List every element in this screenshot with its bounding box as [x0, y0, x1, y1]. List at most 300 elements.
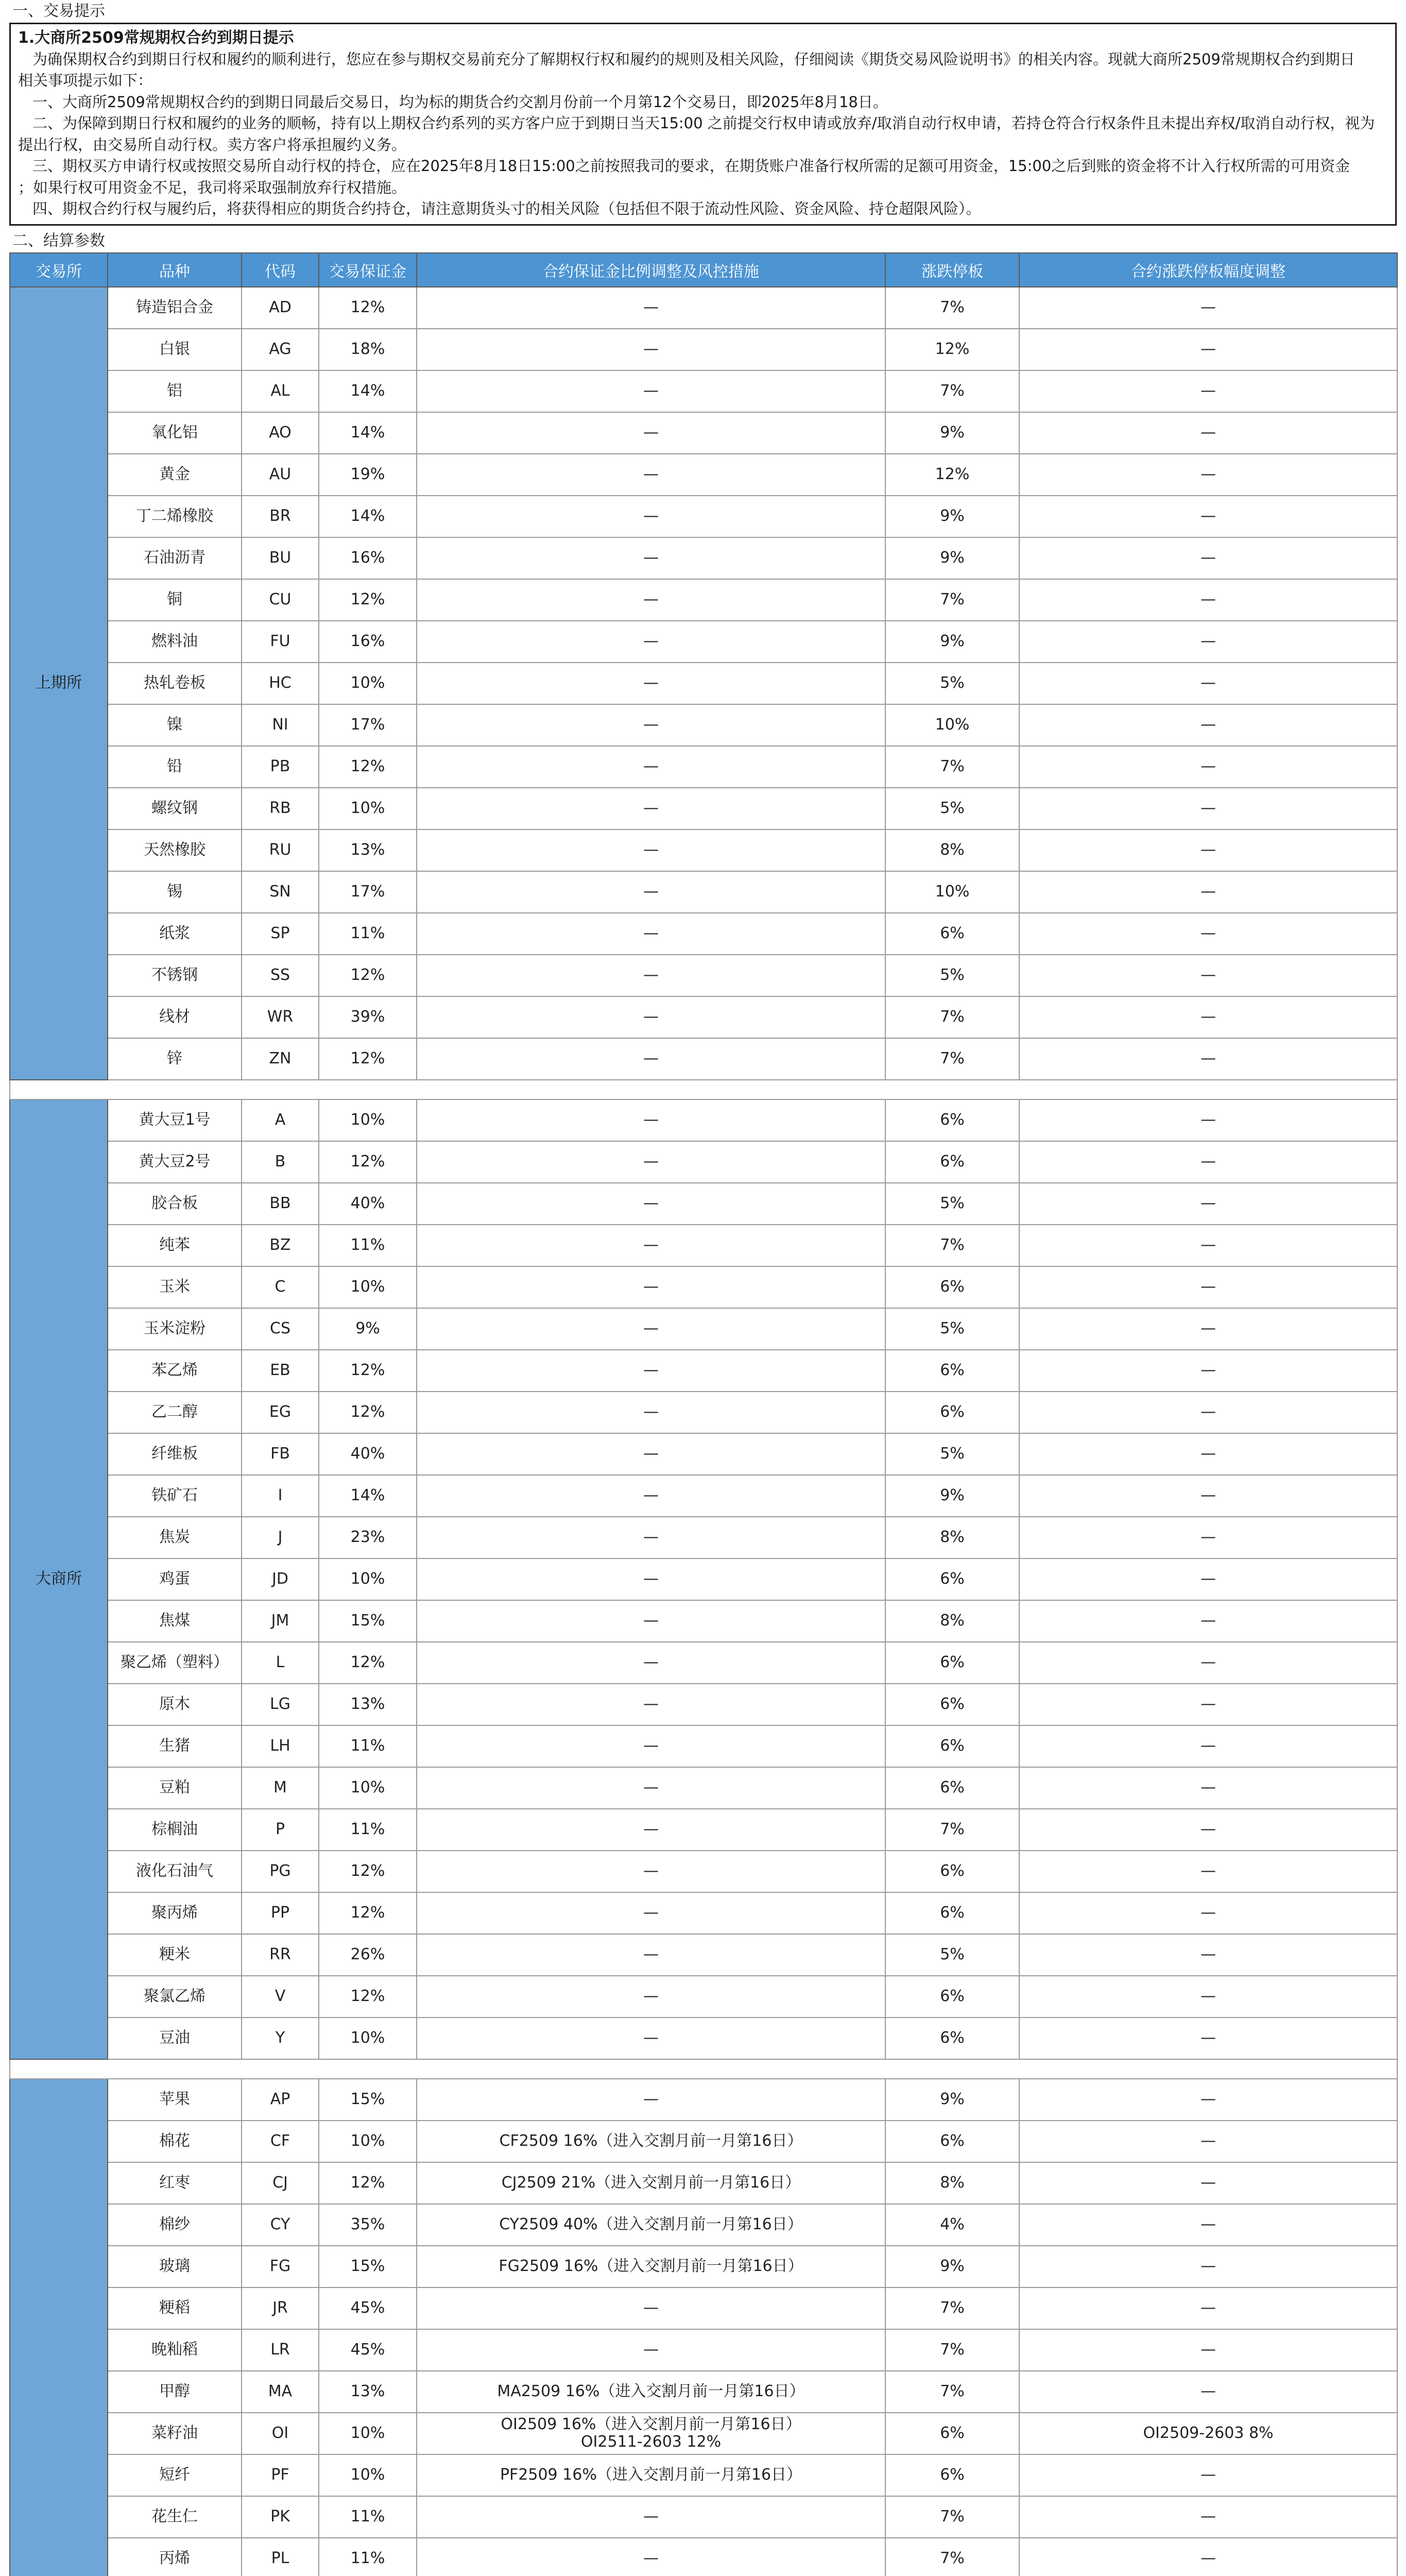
limit-adjustment: — — [1019, 1266, 1397, 1308]
price-limit: 5% — [885, 1308, 1019, 1350]
table-row — [10, 913, 1397, 955]
price-limit: 7% — [885, 996, 1019, 1038]
product-name: 乙二醇 — [108, 1392, 242, 1433]
price-limit: 7% — [885, 1809, 1019, 1851]
product-name: 菜籽油 — [108, 2413, 242, 2454]
product-name: 苯乙烯 — [108, 1350, 242, 1392]
price-limit: 7% — [885, 1225, 1019, 1266]
product-name: 热轧卷板 — [108, 663, 242, 704]
table-row — [10, 1266, 1397, 1308]
table-row — [10, 996, 1397, 1038]
product-name: 鸡蛋 — [108, 1558, 242, 1600]
table-row — [10, 1558, 1397, 1600]
header-margin: 交易保证金 — [319, 253, 417, 287]
contract-code: WR — [242, 996, 319, 1038]
product-name: 玉米 — [108, 1266, 242, 1308]
table-row — [10, 871, 1397, 913]
margin-adjustment: — — [417, 537, 885, 579]
product-name: 燃料油 — [108, 621, 242, 663]
table-row — [10, 1350, 1397, 1392]
limit-adjustment: — — [1019, 2538, 1397, 2576]
contract-code: EG — [242, 1392, 319, 1433]
limit-adjustment: — — [1019, 1851, 1397, 1892]
trading-margin: 13% — [319, 1684, 417, 1725]
price-limit: 6% — [885, 1892, 1019, 1934]
table-row — [10, 1433, 1397, 1475]
contract-code: B — [242, 1141, 319, 1183]
product-name: 铁矿石 — [108, 1475, 242, 1517]
notice-line: 相关事项提示如下： — [18, 72, 153, 89]
limit-adjustment: — — [1019, 1558, 1397, 1600]
price-limit: 6% — [885, 1642, 1019, 1684]
margin-adjustment: — — [417, 1433, 885, 1475]
price-limit: 9% — [885, 537, 1019, 579]
table-row — [10, 2162, 1397, 2204]
price-limit: 6% — [885, 1558, 1019, 1600]
separator-cell — [10, 1080, 1397, 1099]
limit-adjustment: — — [1019, 1038, 1397, 1080]
limit-adjustment: — — [1019, 1392, 1397, 1433]
contract-code: AU — [242, 454, 319, 496]
product-name: 镍 — [108, 704, 242, 746]
product-name: 黄大豆2号 — [108, 1141, 242, 1183]
section-trading-tips-title: 一、交易提示 — [12, 2, 105, 20]
product-name: 天然橡胶 — [108, 829, 242, 871]
margin-adjustment: FG2509 16%（进入交割月前一月第16日） — [417, 2246, 885, 2287]
limit-adjustment: — — [1019, 621, 1397, 663]
contract-code: PB — [242, 746, 319, 788]
trading-margin: 40% — [319, 1183, 417, 1225]
margin-adjustment: — — [417, 1934, 885, 1976]
limit-adjustment: — — [1019, 1600, 1397, 1642]
limit-adjustment: — — [1019, 287, 1397, 329]
notice-line: 四、期权合约行权与履约后，将获得相应的期货合约持仓，请注意期货头寸的相关风险（包括但不限于流动性风险、资金风险、持仓超限风险）。 — [32, 200, 981, 217]
table-row — [10, 1976, 1397, 2018]
product-name: 玻璃 — [108, 2246, 242, 2287]
contract-code: CF — [242, 2121, 319, 2162]
limit-adjustment: — — [1019, 1767, 1397, 1809]
product-name: 红枣 — [108, 2162, 242, 2204]
limit-adjustment: — — [1019, 1350, 1397, 1392]
price-limit: 7% — [885, 370, 1019, 412]
price-limit: 7% — [885, 2538, 1019, 2576]
price-limit: 12% — [885, 329, 1019, 370]
price-limit: 6% — [885, 913, 1019, 955]
product-name: 花生仁 — [108, 2496, 242, 2538]
trading-margin: 12% — [319, 1851, 417, 1892]
trading-margin: 26% — [319, 1934, 417, 1976]
product-name: 丁二烯橡胶 — [108, 496, 242, 537]
trading-margin: 10% — [319, 2413, 417, 2454]
trading-margin: 9% — [319, 1308, 417, 1350]
table-header-row — [10, 253, 1397, 287]
product-name: 纯苯 — [108, 1225, 242, 1266]
trading-margin: 10% — [319, 788, 417, 829]
trading-margin: 10% — [319, 1767, 417, 1809]
table-row — [10, 621, 1397, 663]
notice-line: 二、为保障到期日行权和履约的业务的顺畅，持有以上期权合约系列的买方客户应于到期日当天15:00 之前提交行权申请或放弃/取消自动行权申请，若持仓符合行权条件且未提出弃权/取消自动行权，视为 — [32, 114, 1375, 132]
product-name: 豆粕 — [108, 1767, 242, 1809]
product-name: 锡 — [108, 871, 242, 913]
price-limit: 8% — [885, 1600, 1019, 1642]
section-settlement-title: 二、结算参数 — [12, 231, 105, 250]
contract-code: JR — [242, 2287, 319, 2329]
contract-code: Y — [242, 2018, 319, 2059]
margin-adjustment: — — [417, 2079, 885, 2121]
trading-margin: 14% — [319, 496, 417, 537]
contract-code: BZ — [242, 1225, 319, 1266]
table-row — [10, 370, 1397, 412]
product-name: 铅 — [108, 746, 242, 788]
table-row — [10, 955, 1397, 996]
table-row — [10, 1642, 1397, 1684]
limit-adjustment: — — [1019, 2121, 1397, 2162]
contract-code: JD — [242, 1558, 319, 1600]
margin-adjustment: — — [417, 2496, 885, 2538]
limit-adjustment: — — [1019, 496, 1397, 537]
product-name: 铝 — [108, 370, 242, 412]
table-row — [10, 1475, 1397, 1517]
product-name: 棉纱 — [108, 2204, 242, 2246]
limit-adjustment: — — [1019, 1141, 1397, 1183]
product-name: 粳稻 — [108, 2287, 242, 2329]
notice-title: 1.大商所2509常规期权合约到期日提示 — [18, 29, 294, 47]
limit-adjustment: — — [1019, 579, 1397, 621]
trading-margin: 14% — [319, 1475, 417, 1517]
limit-adjustment: — — [1019, 2162, 1397, 2204]
margin-adjustment: — — [417, 1892, 885, 1934]
trading-margin: 39% — [319, 996, 417, 1038]
limit-adjustment: — — [1019, 955, 1397, 996]
price-limit: 6% — [885, 1976, 1019, 2018]
trading-margin: 11% — [319, 1725, 417, 1767]
price-limit: 7% — [885, 746, 1019, 788]
price-limit: 7% — [885, 2371, 1019, 2413]
margin-adjustment: — — [417, 1809, 885, 1851]
contract-code: RR — [242, 1934, 319, 1976]
product-name: 苹果 — [108, 2079, 242, 2121]
table-row — [10, 1684, 1397, 1725]
table-row — [10, 579, 1397, 621]
table-row — [10, 454, 1397, 496]
contract-code: L — [242, 1642, 319, 1684]
table-row — [10, 2329, 1397, 2371]
table-body — [10, 287, 1397, 2576]
price-limit: 9% — [885, 2246, 1019, 2287]
table-row — [10, 1892, 1397, 1934]
contract-code: FB — [242, 1433, 319, 1475]
contract-code: PG — [242, 1851, 319, 1892]
margin-adjustment: — — [417, 1976, 885, 2018]
contract-code: P — [242, 1809, 319, 1851]
price-limit: 7% — [885, 579, 1019, 621]
price-limit: 5% — [885, 1183, 1019, 1225]
product-name: 玉米淀粉 — [108, 1308, 242, 1350]
product-name: 晚籼稻 — [108, 2329, 242, 2371]
notice-line: 三、期权买方申请行权或按照交易所自动行权的持仓，应在2025年8月18日15:00之前按照我司的要求，在期货账户准备行权所需的足额可用资金，15:00之后到账的资金将不计入行权所需的可用资金 — [32, 157, 1350, 175]
margin-adjustment: — — [417, 370, 885, 412]
contract-code: AO — [242, 412, 319, 454]
margin-adjustment: — — [417, 1517, 885, 1558]
margin-adjustment: — — [417, 704, 885, 746]
product-name: 黄大豆1号 — [108, 1099, 242, 1141]
header-price-limit: 涨跌停板 — [885, 253, 1019, 287]
product-name: 铸造铝合金 — [108, 287, 242, 329]
limit-adjustment: OI2509-2603 8% — [1019, 2413, 1397, 2454]
limit-adjustment: — — [1019, 2018, 1397, 2059]
trading-margin: 12% — [319, 1892, 417, 1934]
contract-code: PF — [242, 2454, 319, 2496]
margin-adjustment: — — [417, 579, 885, 621]
trading-margin: 11% — [319, 1809, 417, 1851]
contract-code: LR — [242, 2329, 319, 2371]
table-row — [10, 1934, 1397, 1976]
limit-adjustment: — — [1019, 1308, 1397, 1350]
trading-margin: 17% — [319, 871, 417, 913]
limit-adjustment: — — [1019, 1642, 1397, 1684]
price-limit: 6% — [885, 1851, 1019, 1892]
price-limit: 6% — [885, 1350, 1019, 1392]
price-limit: 5% — [885, 788, 1019, 829]
margin-adjustment: — — [417, 2018, 885, 2059]
product-name: 胶合板 — [108, 1183, 242, 1225]
contract-code: BU — [242, 537, 319, 579]
limit-adjustment: — — [1019, 996, 1397, 1038]
margin-adjustment: MA2509 16%（进入交割月前一月第16日） — [417, 2371, 885, 2413]
table-row — [10, 537, 1397, 579]
limit-adjustment: — — [1019, 2204, 1397, 2246]
price-limit: 7% — [885, 1038, 1019, 1080]
margin-adjustment: — — [417, 1350, 885, 1392]
price-limit: 6% — [885, 1392, 1019, 1433]
table-row — [10, 329, 1397, 370]
table-row — [10, 788, 1397, 829]
table-row — [10, 287, 1397, 329]
exchange-cell: 上期所 — [10, 287, 108, 1080]
trading-margin: 10% — [319, 663, 417, 704]
contract-code: RU — [242, 829, 319, 871]
table-row — [10, 2079, 1397, 2121]
price-limit: 6% — [885, 1099, 1019, 1141]
limit-adjustment: — — [1019, 2079, 1397, 2121]
margin-adjustment: CJ2509 21%（进入交割月前一月第16日） — [417, 2162, 885, 2204]
product-name: 粳米 — [108, 1934, 242, 1976]
price-limit: 9% — [885, 412, 1019, 454]
margin-adjustment: — — [417, 1725, 885, 1767]
price-limit: 10% — [885, 871, 1019, 913]
margin-adjustment: — — [417, 1558, 885, 1600]
margin-adjustment: — — [417, 1266, 885, 1308]
notice-line: 为确保期权合约到期日行权和履约的顺利进行，您应在参与期权交易前充分了解期权行权和履约的规则及相关风险，仔细阅读《期货交易风险说明书》的相关内容。现就大商所2509常规期权合约到期日 — [32, 50, 1355, 68]
trading-margin: 14% — [319, 412, 417, 454]
trading-margin: 12% — [319, 746, 417, 788]
price-limit: 10% — [885, 704, 1019, 746]
product-name: 原木 — [108, 1684, 242, 1725]
product-name: 铜 — [108, 579, 242, 621]
notice-box — [9, 23, 1397, 226]
table-row — [10, 1038, 1397, 1080]
margin-adjustment: — — [417, 788, 885, 829]
table-row — [10, 2287, 1397, 2329]
product-name: 棉花 — [108, 2121, 242, 2162]
product-name: 不锈钢 — [108, 955, 242, 996]
limit-adjustment: — — [1019, 2246, 1397, 2287]
table-row — [10, 412, 1397, 454]
product-name: 石油沥青 — [108, 537, 242, 579]
table-row — [10, 2246, 1397, 2287]
limit-adjustment: — — [1019, 1684, 1397, 1725]
limit-adjustment: — — [1019, 2454, 1397, 2496]
margin-adjustment: — — [417, 1392, 885, 1433]
trading-margin: 15% — [319, 1600, 417, 1642]
notice-line: ；如果行权可用资金不足，我司将采取强制放弃行权措施。 — [18, 178, 407, 196]
contract-code: AD — [242, 287, 319, 329]
limit-adjustment: — — [1019, 704, 1397, 746]
margin-adjustment: OI2509 16%（进入交割月前一月第16日） OI2511-2603 12% — [417, 2413, 885, 2454]
limit-adjustment: — — [1019, 1892, 1397, 1934]
margin-adjustment: CF2509 16%（进入交割月前一月第16日） — [417, 2121, 885, 2162]
price-limit: 5% — [885, 1934, 1019, 1976]
contract-code: BB — [242, 1183, 319, 1225]
price-limit: 9% — [885, 621, 1019, 663]
notice-line: 提出行权，由交易所自动行权。卖方客户将承担履约义务。 — [18, 135, 407, 154]
trading-margin: 12% — [319, 1392, 417, 1433]
limit-adjustment: — — [1019, 1809, 1397, 1851]
table-row — [10, 1851, 1397, 1892]
product-name: 黄金 — [108, 454, 242, 496]
limit-adjustment: — — [1019, 2496, 1397, 2538]
price-limit: 8% — [885, 1517, 1019, 1558]
margin-adjustment: — — [417, 1475, 885, 1517]
margin-adjustment: — — [417, 746, 885, 788]
trading-margin: 17% — [319, 704, 417, 746]
contract-code: SN — [242, 871, 319, 913]
limit-adjustment: — — [1019, 1517, 1397, 1558]
table-row — [10, 704, 1397, 746]
contract-code: OI — [242, 2413, 319, 2454]
price-limit: 6% — [885, 1141, 1019, 1183]
contract-code: BR — [242, 496, 319, 537]
group-separator — [10, 2059, 1397, 2079]
contract-code: PK — [242, 2496, 319, 2538]
notice-line: 一、大商所2509常规期权合约的到期日同最后交易日，均为标的期货合约交割月份前一个月第12个交易日，即2025年8月18日。 — [32, 93, 888, 111]
margin-adjustment: — — [417, 2329, 885, 2371]
contract-code: NI — [242, 704, 319, 746]
margin-adjustment: — — [417, 1038, 885, 1080]
table-row — [10, 746, 1397, 788]
contract-code: SS — [242, 955, 319, 996]
margin-adjustment: — — [417, 996, 885, 1038]
contract-code: LG — [242, 1684, 319, 1725]
price-limit: 4% — [885, 2204, 1019, 2246]
price-limit: 6% — [885, 2413, 1019, 2454]
trading-margin: 10% — [319, 1099, 417, 1141]
trading-margin: 10% — [319, 2121, 417, 2162]
product-name: 氧化铝 — [108, 412, 242, 454]
product-name: 豆油 — [108, 2018, 242, 2059]
contract-code: V — [242, 1976, 319, 2018]
product-name: 棕榈油 — [108, 1809, 242, 1851]
margin-adjustment: — — [417, 1642, 885, 1684]
contract-code: RB — [242, 788, 319, 829]
limit-adjustment: — — [1019, 663, 1397, 704]
limit-adjustment: — — [1019, 412, 1397, 454]
contract-code: A — [242, 1099, 319, 1141]
product-name: 螺纹钢 — [108, 788, 242, 829]
price-limit: 7% — [885, 2287, 1019, 2329]
trading-margin: 18% — [319, 329, 417, 370]
trading-margin: 11% — [319, 2496, 417, 2538]
price-limit: 7% — [885, 2496, 1019, 2538]
product-name: 液化石油气 — [108, 1851, 242, 1892]
table-row — [10, 663, 1397, 704]
contract-code: EB — [242, 1350, 319, 1392]
contract-code: PP — [242, 1892, 319, 1934]
limit-adjustment: — — [1019, 1475, 1397, 1517]
margin-adjustment: — — [417, 621, 885, 663]
product-name: 焦炭 — [108, 1517, 242, 1558]
margin-adjustment: — — [417, 1183, 885, 1225]
trading-margin: 16% — [319, 537, 417, 579]
price-limit: 8% — [885, 829, 1019, 871]
contract-code: CU — [242, 579, 319, 621]
exchange-cell: 大商所 — [10, 1099, 108, 2059]
table-row — [10, 1183, 1397, 1225]
contract-code: I — [242, 1475, 319, 1517]
trading-margin: 11% — [319, 913, 417, 955]
table-row — [10, 2204, 1397, 2246]
limit-adjustment: — — [1019, 871, 1397, 913]
margin-adjustment: — — [417, 1141, 885, 1183]
contract-code: LH — [242, 1725, 319, 1767]
margin-adjustment: — — [417, 1767, 885, 1809]
trading-margin: 45% — [319, 2287, 417, 2329]
product-name: 甲醇 — [108, 2371, 242, 2413]
margin-adjustment: — — [417, 1600, 885, 1642]
price-limit: 6% — [885, 1266, 1019, 1308]
table-row — [10, 496, 1397, 537]
margin-adjustment: — — [417, 829, 885, 871]
contract-code: ZN — [242, 1038, 319, 1080]
contract-code: MA — [242, 2371, 319, 2413]
table-row — [10, 1308, 1397, 1350]
contract-code: AP — [242, 2079, 319, 2121]
table-row — [10, 1725, 1397, 1767]
separator-cell — [10, 2059, 1397, 2079]
contract-code: AL — [242, 370, 319, 412]
margin-adjustment: — — [417, 2538, 885, 2576]
price-limit: 6% — [885, 1684, 1019, 1725]
limit-adjustment: — — [1019, 913, 1397, 955]
contract-code: FG — [242, 2246, 319, 2287]
trading-margin: 40% — [319, 1433, 417, 1475]
contract-code: J — [242, 1517, 319, 1558]
margin-adjustment: — — [417, 496, 885, 537]
limit-adjustment: — — [1019, 1099, 1397, 1141]
limit-adjustment: — — [1019, 2329, 1397, 2371]
trading-margin: 12% — [319, 955, 417, 996]
limit-adjustment: — — [1019, 829, 1397, 871]
price-limit: 6% — [885, 1725, 1019, 1767]
margin-adjustment: — — [417, 287, 885, 329]
limit-adjustment: — — [1019, 1934, 1397, 1976]
header-product: 品种 — [108, 253, 242, 287]
price-limit: 5% — [885, 955, 1019, 996]
product-name: 焦煤 — [108, 1600, 242, 1642]
product-name: 短纤 — [108, 2454, 242, 2496]
trading-margin: 12% — [319, 2162, 417, 2204]
price-limit: 7% — [885, 2329, 1019, 2371]
